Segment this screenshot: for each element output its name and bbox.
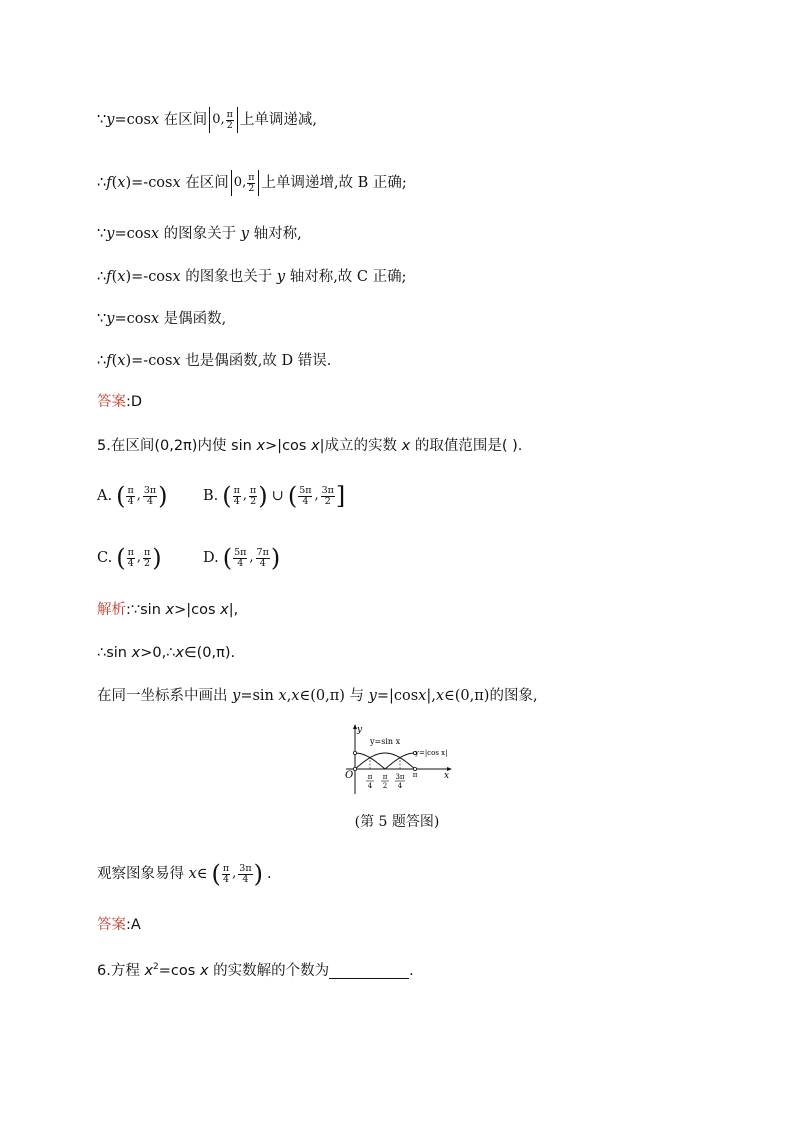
var-x: x	[291, 688, 300, 704]
tick-pi: π	[412, 771, 418, 779]
answer-line-2	[97, 914, 141, 936]
paren: (	[111, 353, 118, 369]
denominator: 4	[146, 495, 154, 507]
origin-label: O	[345, 770, 354, 781]
observe-line	[97, 861, 272, 887]
denominator: 2	[144, 557, 151, 569]
therefore-symbol: ∴	[97, 269, 107, 285]
text: ∈(0,π)的图象,	[444, 688, 538, 704]
numerator: π	[143, 546, 151, 558]
paren: )	[125, 269, 132, 285]
var-x: x	[150, 112, 160, 128]
fraction	[226, 110, 234, 131]
var-y: y	[106, 112, 115, 128]
option-d	[203, 545, 284, 571]
because-symbol: ∵	[97, 311, 107, 327]
text: .	[266, 866, 272, 882]
text: 的实数解的个数为	[208, 962, 330, 979]
text: ∈(0,π).	[184, 645, 236, 661]
line-1	[97, 107, 317, 133]
denominator: 4	[223, 873, 230, 885]
interval-open: ( $\frac{\pi}{4}$ , $\frac{\pi}{2}$ )	[222, 482, 268, 510]
text: 是偶函数,	[159, 311, 227, 327]
denominator: 4	[127, 557, 134, 569]
var-x: x	[165, 602, 175, 618]
question-5	[97, 435, 522, 457]
tick-numerator: π	[382, 773, 388, 781]
union-symbol: ∪	[271, 488, 284, 504]
fraction	[321, 486, 335, 507]
text: 的取值范围是( ).	[410, 438, 523, 454]
open-point	[353, 751, 356, 754]
sin-label: y=sin x	[370, 737, 401, 746]
figure-caption: (第 5 题答图)	[354, 814, 440, 830]
var-x: x	[199, 962, 209, 979]
numerator: π	[248, 171, 255, 183]
var-y: y	[240, 226, 249, 242]
line-6	[97, 350, 331, 372]
var-x: x	[117, 175, 126, 191]
var-x: x	[278, 688, 287, 704]
text: 也是偶函数,故 D 错误.	[180, 353, 332, 369]
var-x: x	[150, 226, 160, 242]
denominator: 4	[259, 557, 266, 569]
fraction	[298, 486, 312, 507]
text: |,	[426, 688, 436, 704]
sin-curve	[355, 753, 415, 769]
numerator: 7π	[256, 546, 269, 558]
interval-half-open: ( $\frac{5\pi}{4}$ , $\frac{3\pi}{2}$ ]	[287, 482, 346, 510]
denominator: 2	[248, 182, 255, 194]
analysis-label: 解析	[97, 602, 126, 618]
text: 5.在区间(0,2π)内使 sin	[97, 438, 257, 454]
text: 的图象关于	[159, 226, 241, 242]
text: ∈(0,π) 与	[299, 688, 369, 704]
text: 轴对称,	[249, 226, 302, 242]
numerator: 3π	[239, 862, 252, 874]
text: 上单调递增,故 B 正确;	[261, 175, 407, 191]
text: =-cos	[131, 269, 173, 285]
interval-open: ( $\frac{\pi}{4}$ , $\frac{3\pi}{4}$ )	[116, 482, 168, 510]
analysis-line-2	[97, 642, 235, 664]
tick-denominator: 4	[367, 782, 373, 790]
text: 6.方程	[97, 962, 145, 979]
var-y: y	[232, 688, 241, 704]
var-x: x	[435, 688, 445, 704]
analysis-line-1	[97, 599, 238, 621]
text: =cos	[114, 112, 151, 128]
denominator: 2	[226, 119, 233, 131]
fraction	[126, 486, 134, 507]
option-label: A.	[97, 488, 113, 504]
fraction	[143, 486, 157, 507]
fraction	[143, 548, 151, 569]
var-x: x	[220, 602, 229, 618]
paren: (	[111, 269, 118, 285]
text: |,	[228, 602, 239, 618]
because-symbol: ∵	[97, 112, 107, 128]
option-a	[97, 483, 172, 509]
comma: ,	[242, 175, 247, 190]
text: =-cos	[131, 353, 173, 369]
cos-label: y=|cos x|	[415, 749, 448, 757]
option-label: C.	[97, 550, 113, 566]
question-6	[97, 956, 414, 982]
var-x: x	[188, 866, 197, 882]
text: |成立的实数	[319, 438, 402, 454]
tick-denominator: 4	[397, 782, 403, 790]
var-x: x	[401, 438, 411, 454]
text: 上单调递减,	[239, 112, 317, 128]
denominator: 2	[324, 495, 331, 507]
colon: :	[126, 602, 131, 618]
text: =cos	[114, 311, 151, 327]
var-x: x	[144, 962, 154, 979]
text: 在同一坐标系中画出	[97, 688, 233, 704]
var-f: f	[106, 175, 112, 191]
denominator: 4	[302, 495, 309, 507]
text: >|cos	[174, 602, 221, 618]
abs-cos-curve	[355, 753, 415, 769]
because-symbol: ∵	[97, 226, 107, 242]
var-x: x	[418, 688, 427, 704]
option-c	[97, 545, 166, 571]
interval-closed	[231, 170, 260, 196]
denominator: 4	[233, 495, 240, 507]
text: ,	[286, 688, 292, 704]
numerator: π	[222, 862, 230, 874]
text: =|cos	[376, 688, 419, 704]
open-point	[353, 767, 356, 770]
numerator: 5π	[234, 546, 247, 558]
var-x: x	[256, 438, 266, 454]
var-x: x	[311, 438, 320, 454]
text: >0,∴	[140, 645, 176, 661]
interval-open: ( $\frac{\pi}{4}$ , $\frac{\pi}{2}$ )	[116, 544, 162, 572]
fraction	[238, 864, 252, 885]
interval-closed	[209, 107, 238, 133]
answer-label: 答案	[97, 917, 126, 933]
text: ∵sin	[130, 602, 166, 618]
answer-blank[interactable]	[329, 962, 409, 979]
numerator: 3π	[143, 484, 157, 496]
line-3	[97, 223, 302, 245]
exponent: 2	[153, 962, 159, 972]
text: =sin	[240, 688, 279, 704]
var-y: y	[106, 226, 115, 242]
colon: :	[126, 917, 131, 933]
fraction	[127, 548, 135, 569]
numerator: π	[233, 484, 240, 496]
answer-value: A	[130, 917, 141, 933]
var-f: f	[106, 269, 112, 285]
text: =cos	[114, 226, 151, 242]
interval-start: 0	[233, 175, 243, 190]
denominator: 4	[237, 557, 244, 569]
var-x: x	[117, 353, 126, 369]
tick-numerator: 3π	[395, 773, 405, 781]
text: =-cos	[131, 175, 173, 191]
var-x: x	[172, 269, 181, 285]
text: =cos	[158, 962, 200, 979]
paren: )	[125, 353, 132, 369]
answer-label: 答案	[97, 394, 126, 410]
text: 在区间	[159, 112, 208, 128]
interval-start: 0	[212, 112, 221, 127]
numerator: π	[250, 484, 257, 496]
answer-line-1	[97, 391, 142, 413]
text: 轴对称,故 C 正确;	[285, 269, 407, 285]
text: .	[409, 962, 414, 979]
var-y: y	[276, 269, 286, 285]
text: 的图象也关于	[180, 269, 277, 285]
answer-value: D	[130, 394, 143, 410]
var-y: y	[106, 311, 115, 327]
colon: :	[126, 394, 131, 410]
option-b	[203, 483, 349, 509]
fraction	[222, 864, 230, 885]
text: 在区间	[180, 175, 229, 191]
option-label: D.	[203, 550, 219, 566]
line-5	[97, 308, 226, 330]
fraction	[256, 548, 270, 569]
function-graph	[340, 722, 460, 797]
fraction	[233, 548, 247, 569]
element-of-symbol: ∈	[196, 866, 208, 882]
denominator: 2	[250, 495, 257, 507]
fraction	[249, 486, 257, 507]
therefore-symbol: ∴	[97, 353, 107, 369]
y-axis-label: y	[357, 725, 363, 735]
numerator: 5π	[299, 484, 312, 496]
comma: ,	[220, 112, 225, 127]
text: ∴sin	[97, 645, 132, 661]
interval-open: ( $\frac{5\pi}{4}$ , $\frac{7\pi}{4}$ )	[222, 544, 281, 572]
numerator: 3π	[321, 484, 334, 496]
paren: (	[111, 175, 118, 191]
line-4	[97, 266, 407, 288]
text: 观察图象易得	[97, 866, 189, 882]
var-x: x	[175, 645, 185, 661]
numerator: π	[127, 546, 134, 558]
denominator: 4	[242, 873, 249, 885]
numerator: π	[226, 108, 233, 120]
var-y: y	[368, 688, 377, 704]
var-x: x	[172, 353, 181, 369]
therefore-symbol: ∴	[97, 175, 107, 191]
var-x: x	[150, 311, 160, 327]
var-x: x	[117, 269, 126, 285]
option-label: B.	[203, 488, 219, 504]
fraction	[233, 486, 241, 507]
tick-denominator: 2	[382, 782, 388, 790]
var-x: x	[131, 645, 141, 661]
paren: )	[125, 175, 132, 191]
denominator: 4	[127, 495, 134, 507]
text: >|cos	[265, 438, 312, 454]
line-2	[97, 170, 407, 196]
var-x: x	[172, 175, 181, 191]
analysis-line-3	[97, 685, 538, 707]
tick-numerator: π	[367, 773, 373, 781]
x-axis-label: x	[444, 771, 450, 781]
numerator: π	[127, 484, 134, 496]
var-f: f	[106, 353, 112, 369]
fraction	[247, 173, 255, 194]
interval-open: ( $\frac{\pi}{4}$ , $\frac{3\pi}{4}$ )	[211, 860, 263, 888]
